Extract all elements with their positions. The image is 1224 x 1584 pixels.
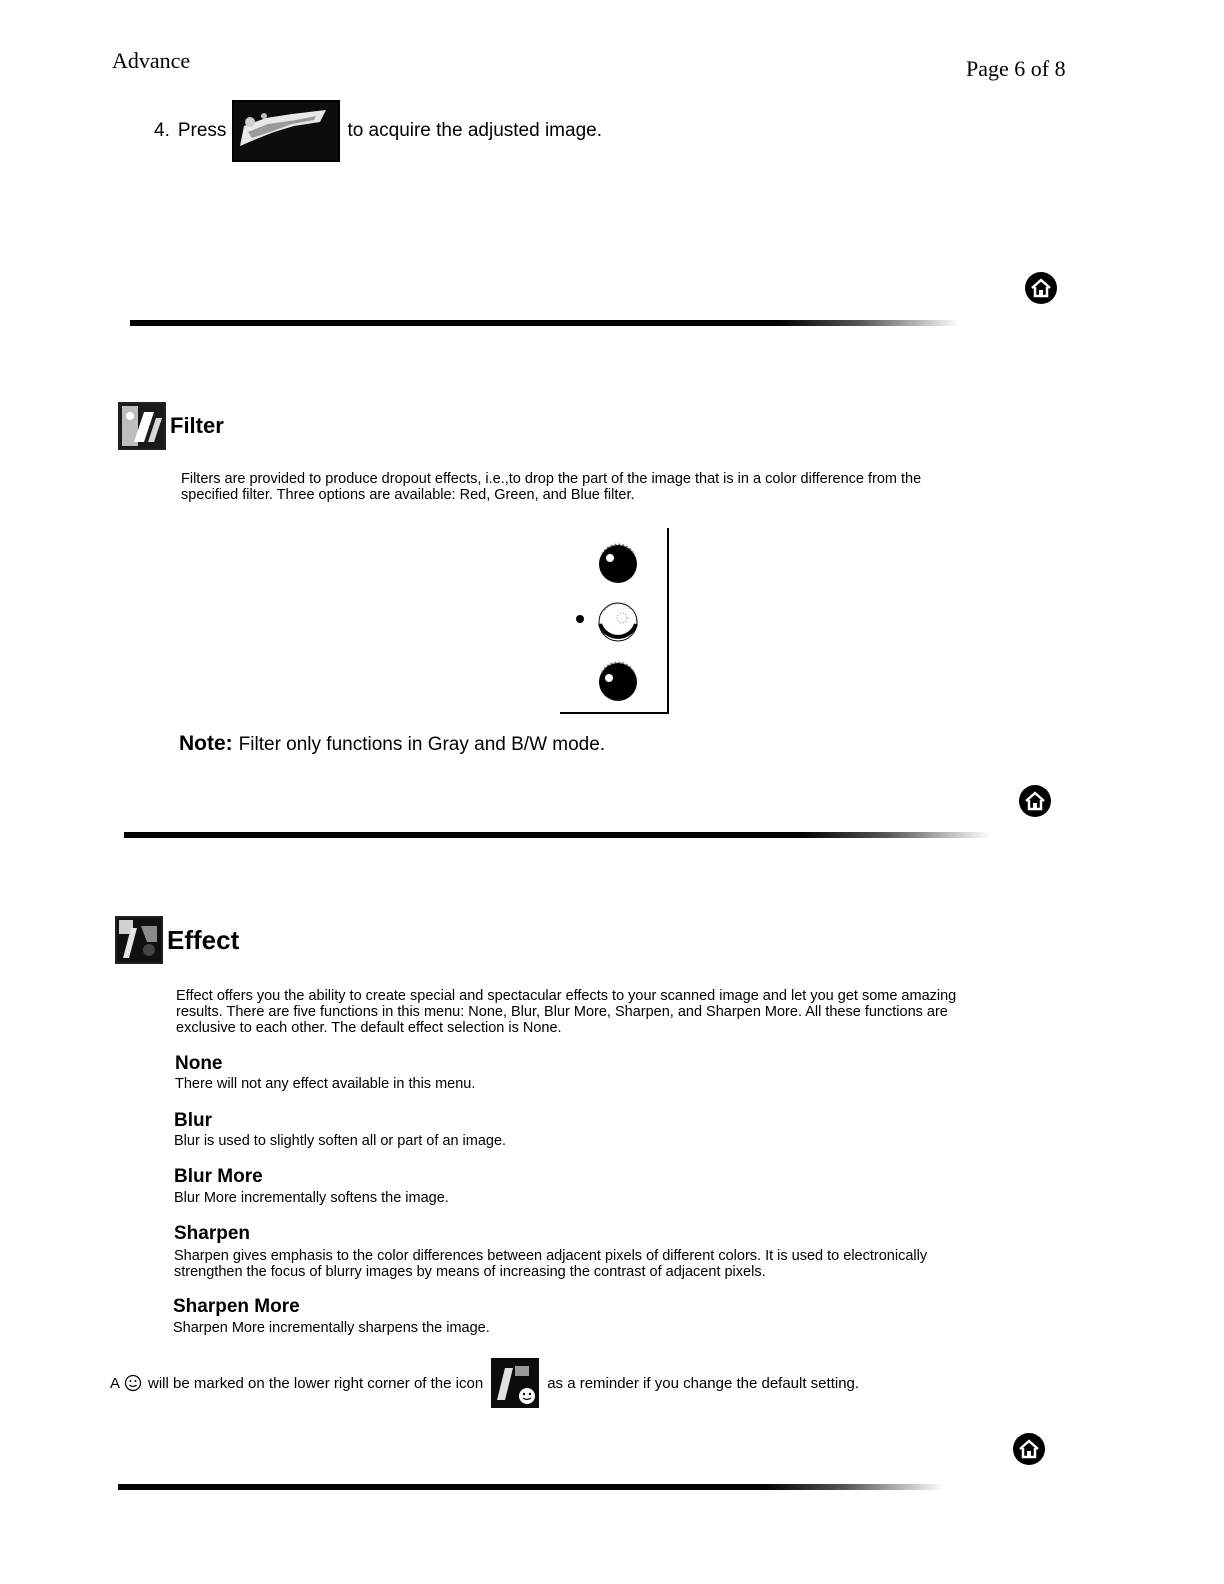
reminder-middle: will be marked on the lower right corner of the icon <box>148 1374 484 1392</box>
option-none-title: None <box>175 1053 223 1074</box>
header-title: Advance <box>112 48 191 73</box>
note-text: Filter only functions in Gray and B/W mode. <box>238 734 606 755</box>
filter-title: Filter <box>170 413 224 438</box>
smiley-marker-icon <box>124 1374 142 1392</box>
option-blur-desc: Blur is used to slightly soften all or part of an image. <box>174 1133 507 1149</box>
effect-description: Effect offers you the ability to create special and spectacular effects to your scanned image and let you get some amazing results. There are five functions in this menu: None, Blur, Blur More, Sharpen, and Sharpen More. All these functions are exclusive to each other. The default effect selection is None. <box>176 988 957 1036</box>
option-sharpen-title: Sharpen <box>174 1223 251 1244</box>
option-blur-more-desc: Blur More incrementally softens the image. <box>174 1190 449 1206</box>
acquire-button[interactable] <box>232 100 340 162</box>
filter-selector <box>560 528 670 716</box>
panel-border-bottom <box>560 712 669 714</box>
option-sharpen-desc: Sharpen gives emphasis to the color differences between adjacent pixels of different colors. It is used to electronically strengthen the focus of blurry images by means of increasing the contrast of adjacent pixels. <box>174 1248 928 1280</box>
filter-heading <box>118 402 224 450</box>
effect-icon <box>115 916 163 964</box>
green-filter-button[interactable] <box>596 598 640 642</box>
effect-changed-icon <box>491 1358 539 1408</box>
filter-note <box>179 732 605 756</box>
panel-border-right <box>667 528 669 714</box>
note-label: Note: <box>179 732 233 755</box>
step-4 <box>154 100 602 162</box>
reminder-suffix: as a reminder if you change the default setting. <box>547 1374 860 1392</box>
home-icon[interactable] <box>1024 271 1058 305</box>
option-sharpen-more-title: Sharpen More <box>173 1296 300 1317</box>
step-number: 4. <box>154 120 170 141</box>
option-none-desc: There will not any effect available in this menu. <box>175 1076 476 1092</box>
step-press-text: Press <box>177 120 227 141</box>
filter-description: Filters are provided to produce dropout effects, i.e.,to drop the part of the image that is in a color difference from the specified filter. Three options are available: Red, Green, and Blue filter. <box>181 471 922 503</box>
home-icon[interactable] <box>1012 1432 1046 1466</box>
option-sharpen-more-desc: Sharpen More incrementally sharpens the image. <box>173 1320 490 1336</box>
section-divider <box>124 832 990 838</box>
effect-title: Effect <box>167 924 240 955</box>
effect-heading <box>115 916 239 964</box>
section-divider <box>118 1484 944 1490</box>
red-filter-button[interactable] <box>596 540 640 584</box>
section-divider <box>130 320 960 326</box>
acquire-button-icon <box>234 102 340 162</box>
filter-icon <box>118 402 166 450</box>
option-blur-more-title: Blur More <box>174 1166 263 1187</box>
option-blur-title: Blur <box>174 1110 212 1131</box>
selected-indicator <box>576 615 584 623</box>
page-number: Page 6 of 8 <box>966 56 1066 81</box>
blue-filter-button[interactable] <box>596 658 640 702</box>
home-icon[interactable] <box>1018 784 1052 818</box>
default-change-reminder <box>110 1358 859 1408</box>
reminder-prefix: A <box>110 1374 121 1392</box>
step-text: to acquire the adjusted image. <box>347 120 602 141</box>
